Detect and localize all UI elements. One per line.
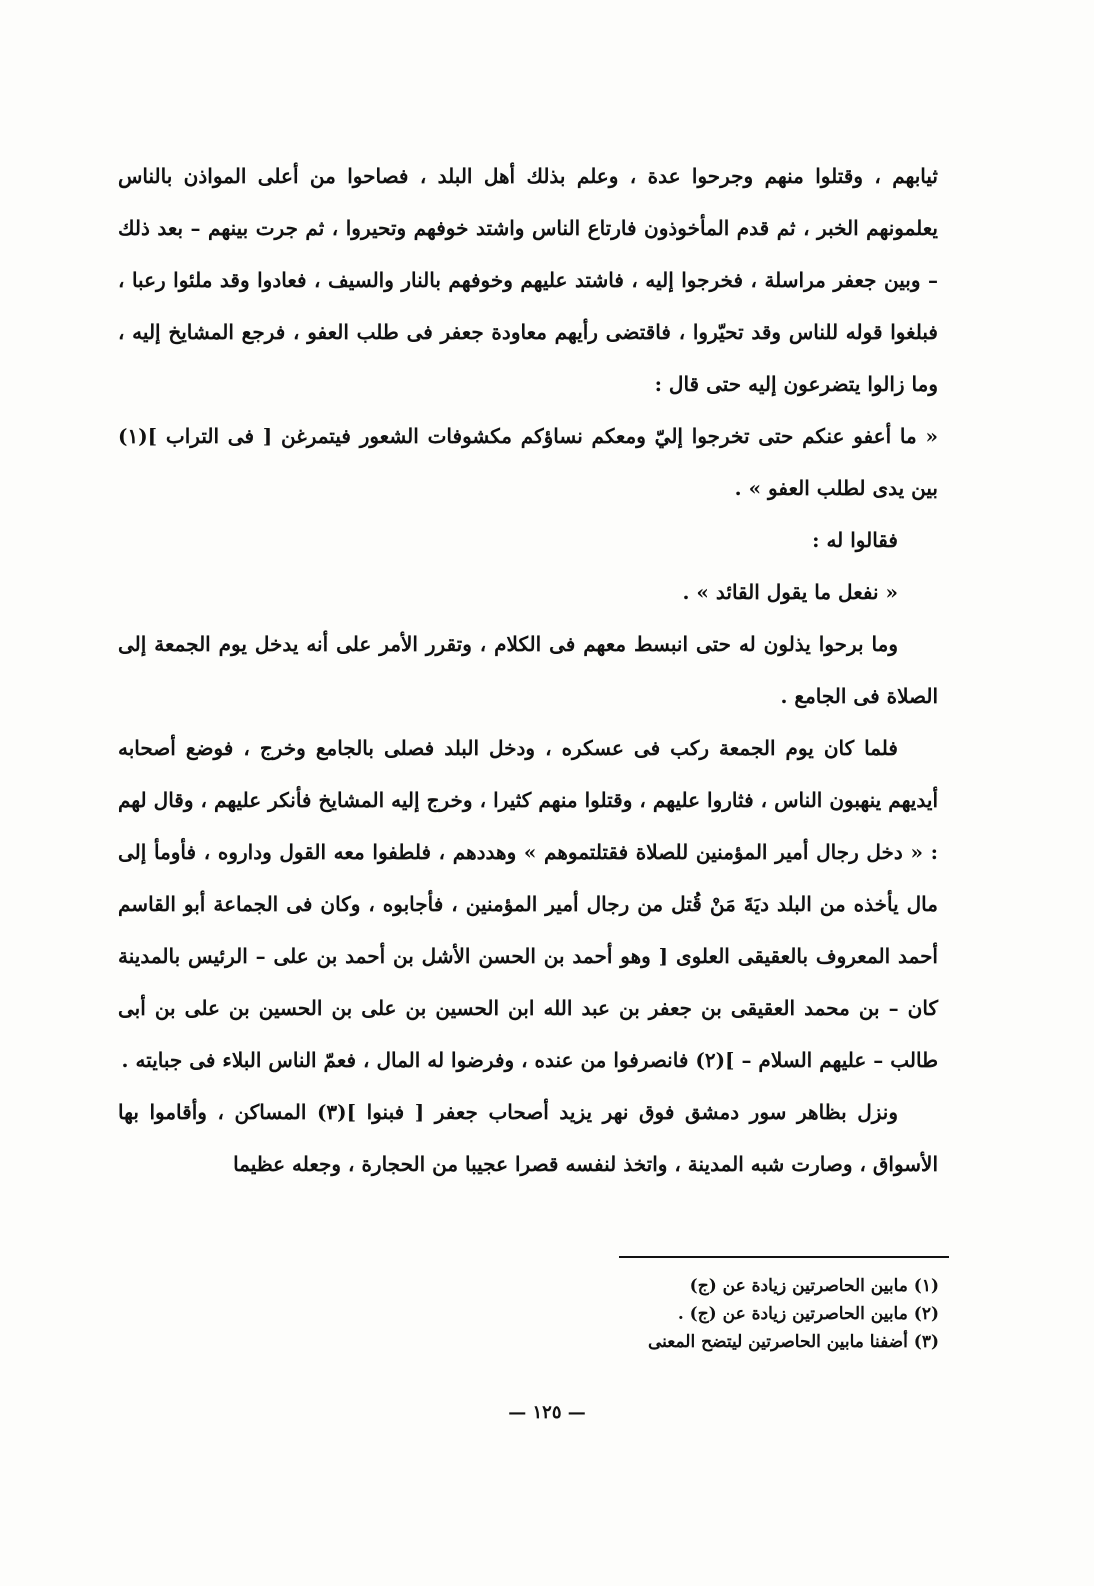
paragraph-camp: ونزل بظاهر سور دمشق فوق نهر يزيد أصحاب جعفر [ فبنوا ](٣) المساكن ، وأقاموا بها الأسواق ، وصارت شبه المدينة ، واتخذ لنفسه قصرا عجيبا من الحجارة ، وجعله عظيما (118, 1100, 938, 1176)
footnote-divider (619, 1256, 949, 1258)
paragraph-negotiation: وما برحوا يذلون له حتى انبسط معهم فى الكلام ، وتقرر الأمر على أنه يدخل يوم الجمعة إلى الصلاة فى الجامع . (118, 632, 938, 708)
paragraph-continuation: ثيابهم ، وقتلوا منهم وجرحوا عدة ، وعلم بذلك أهل البلد ، فصاحوا من أعلى المواذن بالناس يعلمونهم الخبر ، ثم قدم المأخوذون فارتاع الناس واشتد خوفهم وتحيروا ، ثم جرت بينهم – بعد ذلك – وبين جعفر مراسلة ، فخرجوا إليه ، فاشتد عليهم وخوفهم بالنار والسيف ، فعادوا وقد ملئوا رعبا ، فبلغوا قوله للناس وقد تحيّروا ، فاقتضى رأيهم معاودة جعفر فى طلب العفو ، فرجع المشايخ إليه ، وما زالوا يتضرعون إليه حتى قال : (118, 164, 938, 396)
main-text (118, 150, 938, 1190)
footnotes (419, 1272, 939, 1356)
paragraph-friday: فلما كان يوم الجمعة ركب فى عسكره ، ودخل البلد فصلى بالجامع وخرج ، فوضع أصحابه أيديهم ينهبون الناس ، فثاروا عليهم ، وقتلوا منهم كثيرا ، وخرج إليه المشايخ فأنكر عليهم ، وقال لهم : « دخل رجال أمير المؤمنين للصلاة فقتلتموهم » وهددهم ، فلطفوا معه القول وداروه ، فأومأ إلى مال يأخذه من البلد ديَةَ مَنْ قُتل من رجال أمير المؤمنين ، فأجابوه ، وكان فى الجماعة أبو القاسم أحمد المعروف بالعقيقى العلوى [ وهو أحمد بن الحسن الأشل بن أحمد بن على – الرئيس بالمدينة كان – بن محمد العقيقى بن جعفر بن عبد الله ابن الحسين بن على بن الحسين بن على بن أبى طالب – عليهم السلام – ](٢) فانصرفوا من عنده ، وفرضوا له المال ، فعمّ الناس البلاء فى جبايته . (118, 736, 938, 1072)
quote-elders: « نفعل ما يقول القائد » . (682, 580, 898, 604)
footnote-1: (١) مابين الحاصرتين زيادة عن (ج) (689, 1276, 939, 1296)
page-number: — ١٢٥ — (508, 1402, 586, 1423)
footnote-3: (٣) أضفنا مابين الحاصرتين ليتضح المعنى (647, 1332, 939, 1352)
quote-jafar: « ما أعفو عنكم حتى تخرجوا إليّ ومعكم نساؤكم مكشوفات الشعور فيتمرغن [ فى التراب ](١) بين يدى لطلب العفو » . (118, 424, 938, 500)
footnote-2: (٢) مابين الحاصرتين زيادة عن (ج) . (677, 1304, 939, 1324)
paragraph-reply-intro: فقالوا له : (812, 528, 898, 552)
